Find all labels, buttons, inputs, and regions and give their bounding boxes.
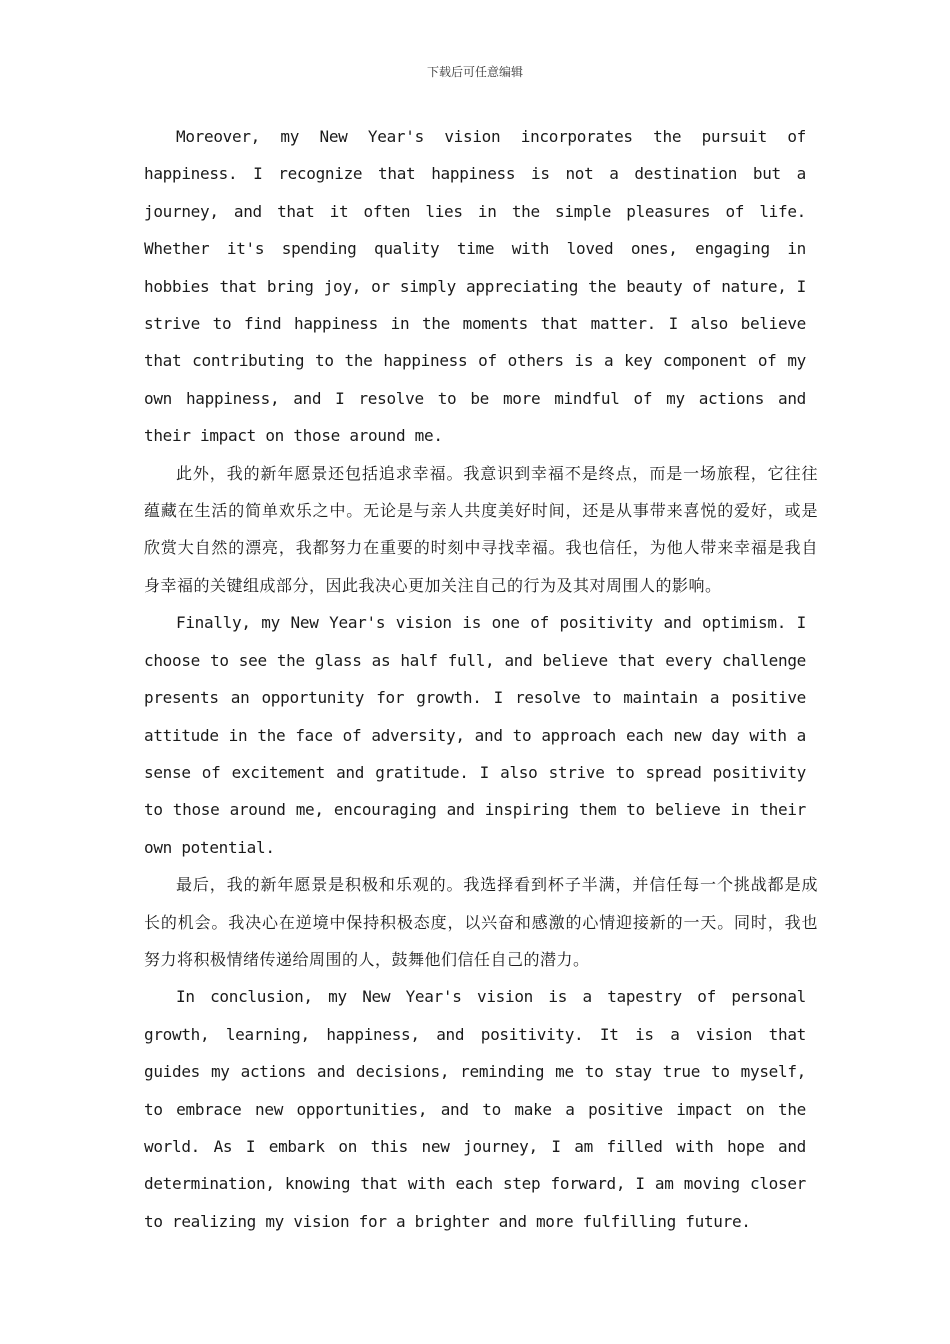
paragraph-happiness-en: Moreover, my New Year's vision incorporates the pursuit of happiness. I recognize that happiness is not a destination but a journey, and that it often lies in the simple pleasures of life. Whether it's spending quality time with loved ones, engaging in hobbies that bring joy, or simply appreciating the beauty of nature, I strive to find happiness in the moments that matter. I also believe that contributing to the happiness of others is a key component of my own happiness, and I resolve to be more mindful of my actions and their impact on those around me. — [144, 127, 806, 446]
paragraph-happiness-zh: 此外，我的新年愿景还包括追求幸福。我意识到幸福不是终点，而是一场旅程，它往往蕴藏在生活的简单欢乐之中。无论是与亲人共度美好时间，还是从事带来喜悦的爱好，或是欣赏大自然的漂亮，我都努力在重要的时刻中寻找幸福。我也信任，为他人带来幸福是我自身幸福的关键组成部分，因此我决心更加关注自己的行为及其对周围人的影响。 — [144, 463, 818, 595]
document-body — [144, 118, 818, 1240]
paragraph-positivity-zh: 最后，我的新年愿景是积极和乐观的。我选择看到杯子半满，并信任每一个挑战都是成长的机会。我决心在逆境中保持积极态度，以兴奋和感激的心情迎接新的一天。同时，我也努力将积极情绪传递给周围的人，鼓舞他们信任自己的潜力。 — [144, 875, 818, 969]
paragraph-conclusion-en: In conclusion, my New Year's vision is a tapestry of personal growth, learning, happiness, and positivity. It is a vision that guides my actions and decisions, reminding me to stay true to myself, to embrace new opportunities, and to make a positive impact on the world. As I embark on this new journey, I am filled with hope and determination, knowing that with each step forward, I am moving closer to realizing my vision for a brighter and more fulfilling future. — [144, 987, 806, 1231]
paragraph-positivity-en: Finally, my New Year's vision is one of positivity and optimism. I choose to see the glass as half full, and believe that every challenge presents an opportunity for growth. I resolve to maintain a positive attitude in the face of adversity, and to approach each new day with a sense of excitement and gratitude. I also strive to spread positivity to those around me, encouraging and inspiring them to believe in their own potential. — [144, 613, 806, 857]
page-header: 下载后可任意编辑 — [426, 65, 523, 79]
